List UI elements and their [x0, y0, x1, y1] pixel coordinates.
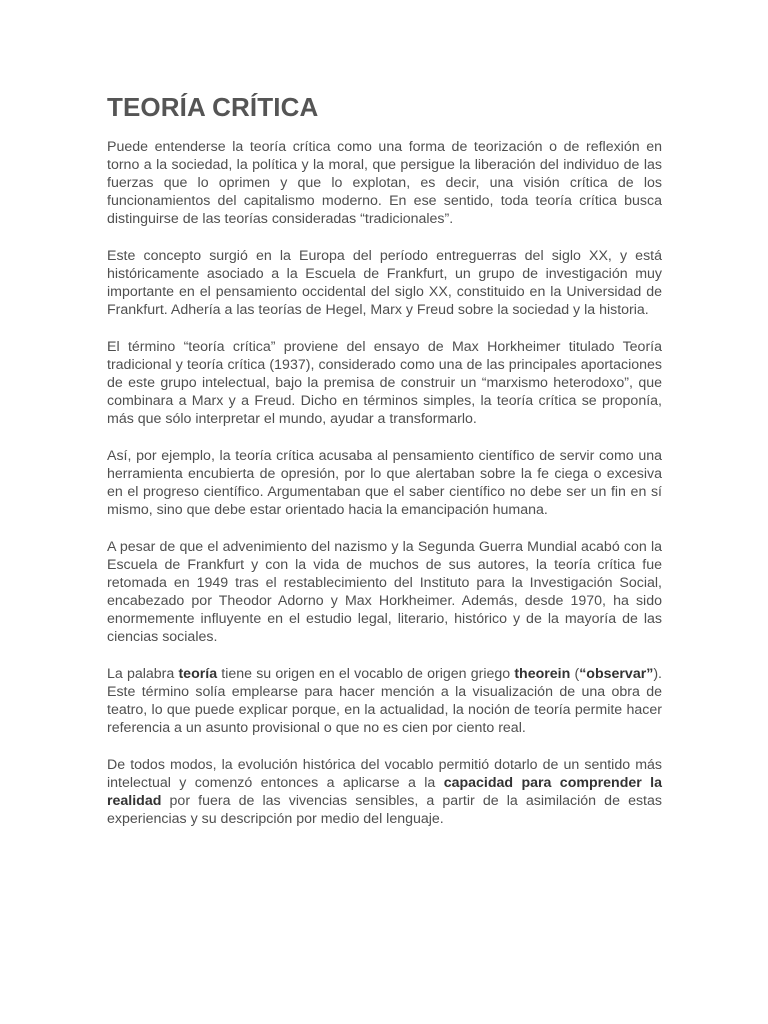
- paragraph-6-text-4: ). Este término solía emplearse para hacer mención a la visualización de una obra de teatro, lo que puede explicar porque, en la actualidad, la noción de teoría permite hacer referencia a un asunto provisional o que no es cien por ciento real.: [107, 666, 662, 736]
- paragraph-2: Este concepto surgió en la Europa del período entreguerras del siglo XX, y está históricamente asociado a la Escuela de Frankfurt, un grupo de investigación muy importante en el pensamiento occidental del siglo XX, constituido en la Universidad de Frankfurt. Adhería a las teorías de Hegel, Marx y Freud sobre la sociedad y la historia.: [107, 248, 662, 318]
- document-title: TEORÍA CRÍTICA: [107, 92, 319, 122]
- paragraph-4: Así, por ejemplo, la teoría crítica acusaba al pensamiento científico de servir como una herramienta encubierta de opresión, por lo que alertaban sobre la fe ciega o excesiva en el progreso científico. Argumentaban que el saber científico no debe ser un fin en sí mismo, sino que debe estar orientado hacia la emancipación humana.: [107, 448, 662, 518]
- paragraph-7-text-1: De todos modos, la evolución histórica del vocablo permitió dotarlo de un sentido más intelectual y comenzó entonces a aplicarse a la: [107, 757, 662, 791]
- paragraph-5: A pesar de que el advenimiento del nazismo y la Segunda Guerra Mundial acabó con la Escuela de Frankfurt y con la vida de muchos de sus autores, la teoría crítica fue retomada en 1949 tras el restablecimiento del Instituto para la Investigación Social, encabezado por Theodor Adorno y Max Horkheimer. Además, desde 1970, ha sido enormemente influyente en el estudio legal, literario, histórico y de la mayoría de las ciencias sociales.: [107, 539, 662, 645]
- paragraph-6-text-3: (: [570, 666, 580, 682]
- term-theorein: theorein: [514, 666, 571, 682]
- paragraph-3: El término “teoría crítica” proviene del ensayo de Max Horkheimer titulado Teoría tradicional y teoría crítica (1937), considerado como una de las principales aportaciones de este grupo intelectual, bajo la premisa de construir un “marxismo heterodoxo”, que combinara a Marx y a Freud. Dicho en términos simples, la teoría crítica se proponía, más que sólo interpretar el mundo, ayudar a transformarlo.: [107, 339, 662, 427]
- paragraph-7: [107, 756, 662, 828]
- paragraph-7-text-2: por fuera de las vivencias sensibles, a partir de la asimilación de estas experiencias y su descripción por medio del lenguaje.: [107, 793, 662, 827]
- paragraph-6: [107, 665, 662, 737]
- paragraph-6-text-2: tiene su origen en el vocablo de origen griego: [217, 666, 515, 682]
- paragraph-6-text-1: La palabra: [107, 666, 179, 682]
- term-observar: “observar”: [579, 666, 654, 682]
- term-teoria: teoría: [178, 666, 218, 682]
- paragraph-1: Puede entenderse la teoría crítica como una forma de teorización o de reflexión en torno a la sociedad, la política y la moral, que persigue la liberación del individuo de las fuerzas que lo oprimen y que lo explotan, es decir, una visión crítica de los funcionamientos del capitalismo moderno. En ese sentido, toda teoría crítica busca distinguirse de las teorías consideradas “tradicionales”.: [107, 139, 662, 227]
- document-page: [107, 90, 662, 847]
- term-capacidad: capacidad para comprender la realidad: [107, 775, 663, 809]
